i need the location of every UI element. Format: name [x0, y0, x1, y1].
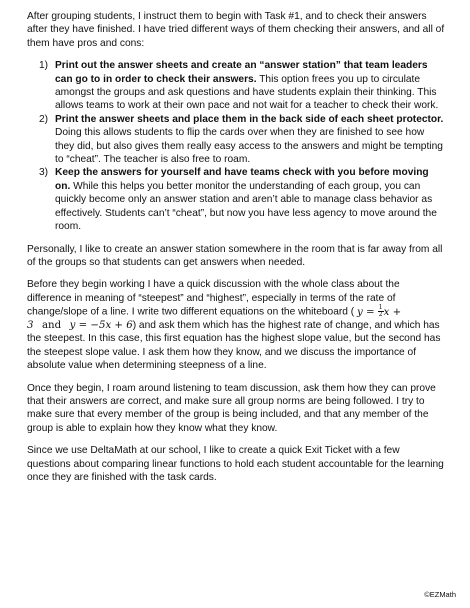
list-item	[27, 166, 445, 233]
option-heading: Print out the answer sheets and create an “answer station” that team leaders can go to in order to check their answers.	[55, 60, 428, 85]
option-heading: Keep the answers for yourself and have teams check with you before moving on.	[55, 167, 429, 192]
discussion-text-before: Before they begin working I have a quick discussion with the whole class about the difference in meaning of “steepest” and “highest”, especially in terms of the rate of change/slope of a line. I write two different equations on the whiteboard (	[27, 279, 400, 318]
exit-ticket-paragraph: Since we use DeltaMath at our school, I like to create a quick Exit Ticket with a few questions about comparing linear functions to hold each student accountable for the learning once they are finished with the task cards.	[27, 445, 444, 484]
roam-paragraph: Once they begin, I roam around listening to team discussion, ask them how they can prove that their answers are correct, and make sure all group norms are being followed. I try to make sure that every member of the group is being included, and that any member of the group is able to explain how they know what they know.	[27, 382, 436, 434]
discussion-text-after: ) and ask them which has the highest rate of change, and which has the steepest. In this case, this first equation has the highest slope value, but the second has the steepest slope value. I ask them how they know, and we discuss the importance of absolute value when determining steepness of a line.	[27, 320, 441, 372]
list-number: 2)	[39, 113, 49, 125]
option-text: This option frees you up to circulate amongst the groups and ask questions and have students explain their thinking. This allows teams to work at their own pace and not wait for a teacher to check their work.	[55, 73, 439, 112]
intro-paragraph: After grouping students, I instruct them to begin with Task #1, and to check their answers after they have finished. I have tried different ways of them checking their answers, and all of them have pros and cons:	[27, 11, 445, 49]
fraction-denominator: 2	[378, 311, 383, 319]
personally-paragraph: Personally, I like to create an answer station somewhere in the room that is far away from all of the groups so that students can get answers when needed.	[27, 243, 443, 268]
checking-options-list	[27, 59, 445, 233]
list-item	[27, 59, 445, 113]
list-number: 3)	[39, 167, 49, 179]
equation-2: y = −5x + 6	[69, 320, 133, 332]
option-heading: Print the answer sheets and place them in the back side of each sheet protector.	[55, 113, 444, 125]
equation-and: and	[41, 320, 62, 332]
copyright-notice: ©EZMath	[424, 590, 456, 599]
option-text: Doing this allows students to flip the cards over when they are finished to see how they did, but also gives them really easy access to the answers and might be tempting to “cheat”. The teacher is also free to roam.	[55, 127, 443, 166]
equation-1-rhs: x + 3	[27, 306, 402, 332]
equation-1-lhs: y =	[356, 306, 378, 318]
document-page	[27, 10, 445, 494]
list-item	[27, 113, 445, 167]
fraction-numerator: 1	[378, 304, 383, 312]
option-text: While this helps you better monitor the understanding of each group, you can quickly become only an answer station and aren’t able to manage class behavior as effectively. Students can’t “cheat”, but now you have less agency to move around the room.	[55, 180, 437, 233]
list-number: 1)	[39, 60, 49, 72]
discussion-paragraph	[27, 278, 445, 372]
